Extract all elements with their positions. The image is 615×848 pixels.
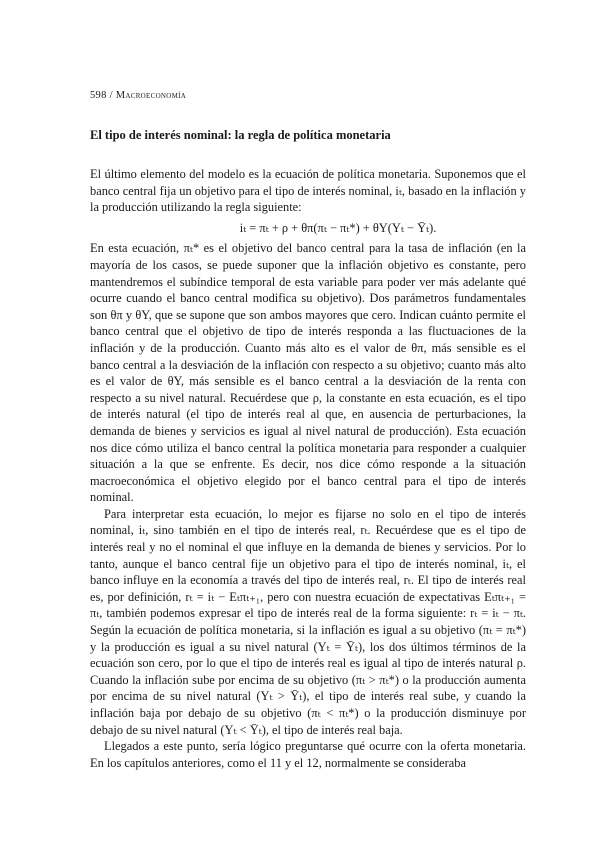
running-head [90,90,526,101]
policy-rule-equation: iₜ = πₜ + ρ + θπ(πₜ − πₜ*) + θY(Yₜ − Ȳₜ). [239,220,437,235]
paragraph-equation-explanation: En esta ecuación, πₜ* es el objetivo del banco central para la tasa de inflación (en la mayoría de los casos, se puede suponer que la inflación objetivo es constante, pero mantendremos el subíndice temporal de esta variable para poder ver más adelante qué ocurre cuando el banco central modifica su objetivo). Dos parámetros fundamentales son θπ y θY, que se supone que son ambos mayores que cero. Indican cuánto permite el banco central que el objetivo de tipo de interés responda a las fluctuaciones de la inflación y de la producción. Cuanto más alto es el valor de θπ, más sensible es el banco central a la desviación de la inflación con respecto a su objetivo; cuanto más alto es el valor de θY, más sensible es el banco central a la desviación de la renta con respecto a su nivel natural. Recuérdese que ρ, la constante en esta ecuación, es el tipo de interés natural (el tipo de interés real al que, en ausencia de perturbaciones, la demanda de bienes y servicios es igual al nivel natural de producción). Esta ecuación nos dice cómo utiliza el banco central la política monetaria para responder a cualquier situación a la que se enfrente. Es decir, nos dice cómo responde a la situación macroeconómica el objetivo elegido por el banco central para el tipo de interés nominal. [90,241,526,505]
paragraph-real-rate: Para interpretar esta ecuación, lo mejor es fijarse no solo en el tipo de interés nominal, iₜ, sino también en el tipo de interés real, rₜ. Recuérdese que es el tipo de interés real y no el nominal el que influye en la demanda de bienes y servicios. Por lo tanto, aunque el banco central fije un objetivo para el tipo de interés nominal, iₜ, el banco influye en la economía a través del tipo de interés real, rₜ. El tipo de interés real es, por definición, rₜ = iₜ − Eₜπₜ₊₁, pero con nuestra ecuación de expectativas Eₜπₜ₊₁ = πₜ, también podemos expresar el tipo de interés real de la forma siguiente: rₜ = iₜ − πₜ. Según la ecuación de política monetaria, si la inflación es igual a su objetivo (πₜ = πₜ*) y la producción es igual a su nivel natural (Yₜ = Ȳₜ), los dos últimos términos de la ecuación son cero, por lo que el tipo de interés real es igual al tipo de interés natural ρ. Cuando la inflación sube por encima de su objetivo (πₜ > πₜ*) o la producción aumenta por encima de su nivel natural (Yₜ > Ȳₜ), el tipo de interés real sube, y cuando la inflación baja por debajo de su objetivo (πₜ < πₜ*) o la producción disminuye por debajo de su nivel natural (Yₜ < Ȳₜ), el tipo de interés real baja. [90,506,526,737]
paragraph-money-supply: Llegados a este punto, sería lógico preguntarse qué ocurre con la oferta monetaria. En los capítulos anteriores, como el 11 y el 12, normalmente se consideraba [90,739,526,770]
running-head-separator: / [109,90,113,101]
book-title: Macroeconomía [115,90,187,101]
section-title: El tipo de interés nominal: la regla de política monetaria [90,128,391,142]
paragraph-intro: El último elemento del modelo es la ecuación de política monetaria. Suponemos que el banco central fija un objetivo para el tipo de interés nominal, iₜ, basado en la inflación y la producción utilizando la regla siguiente: [90,167,526,215]
page-number: 598 [90,90,107,101]
book-page [90,90,526,771]
